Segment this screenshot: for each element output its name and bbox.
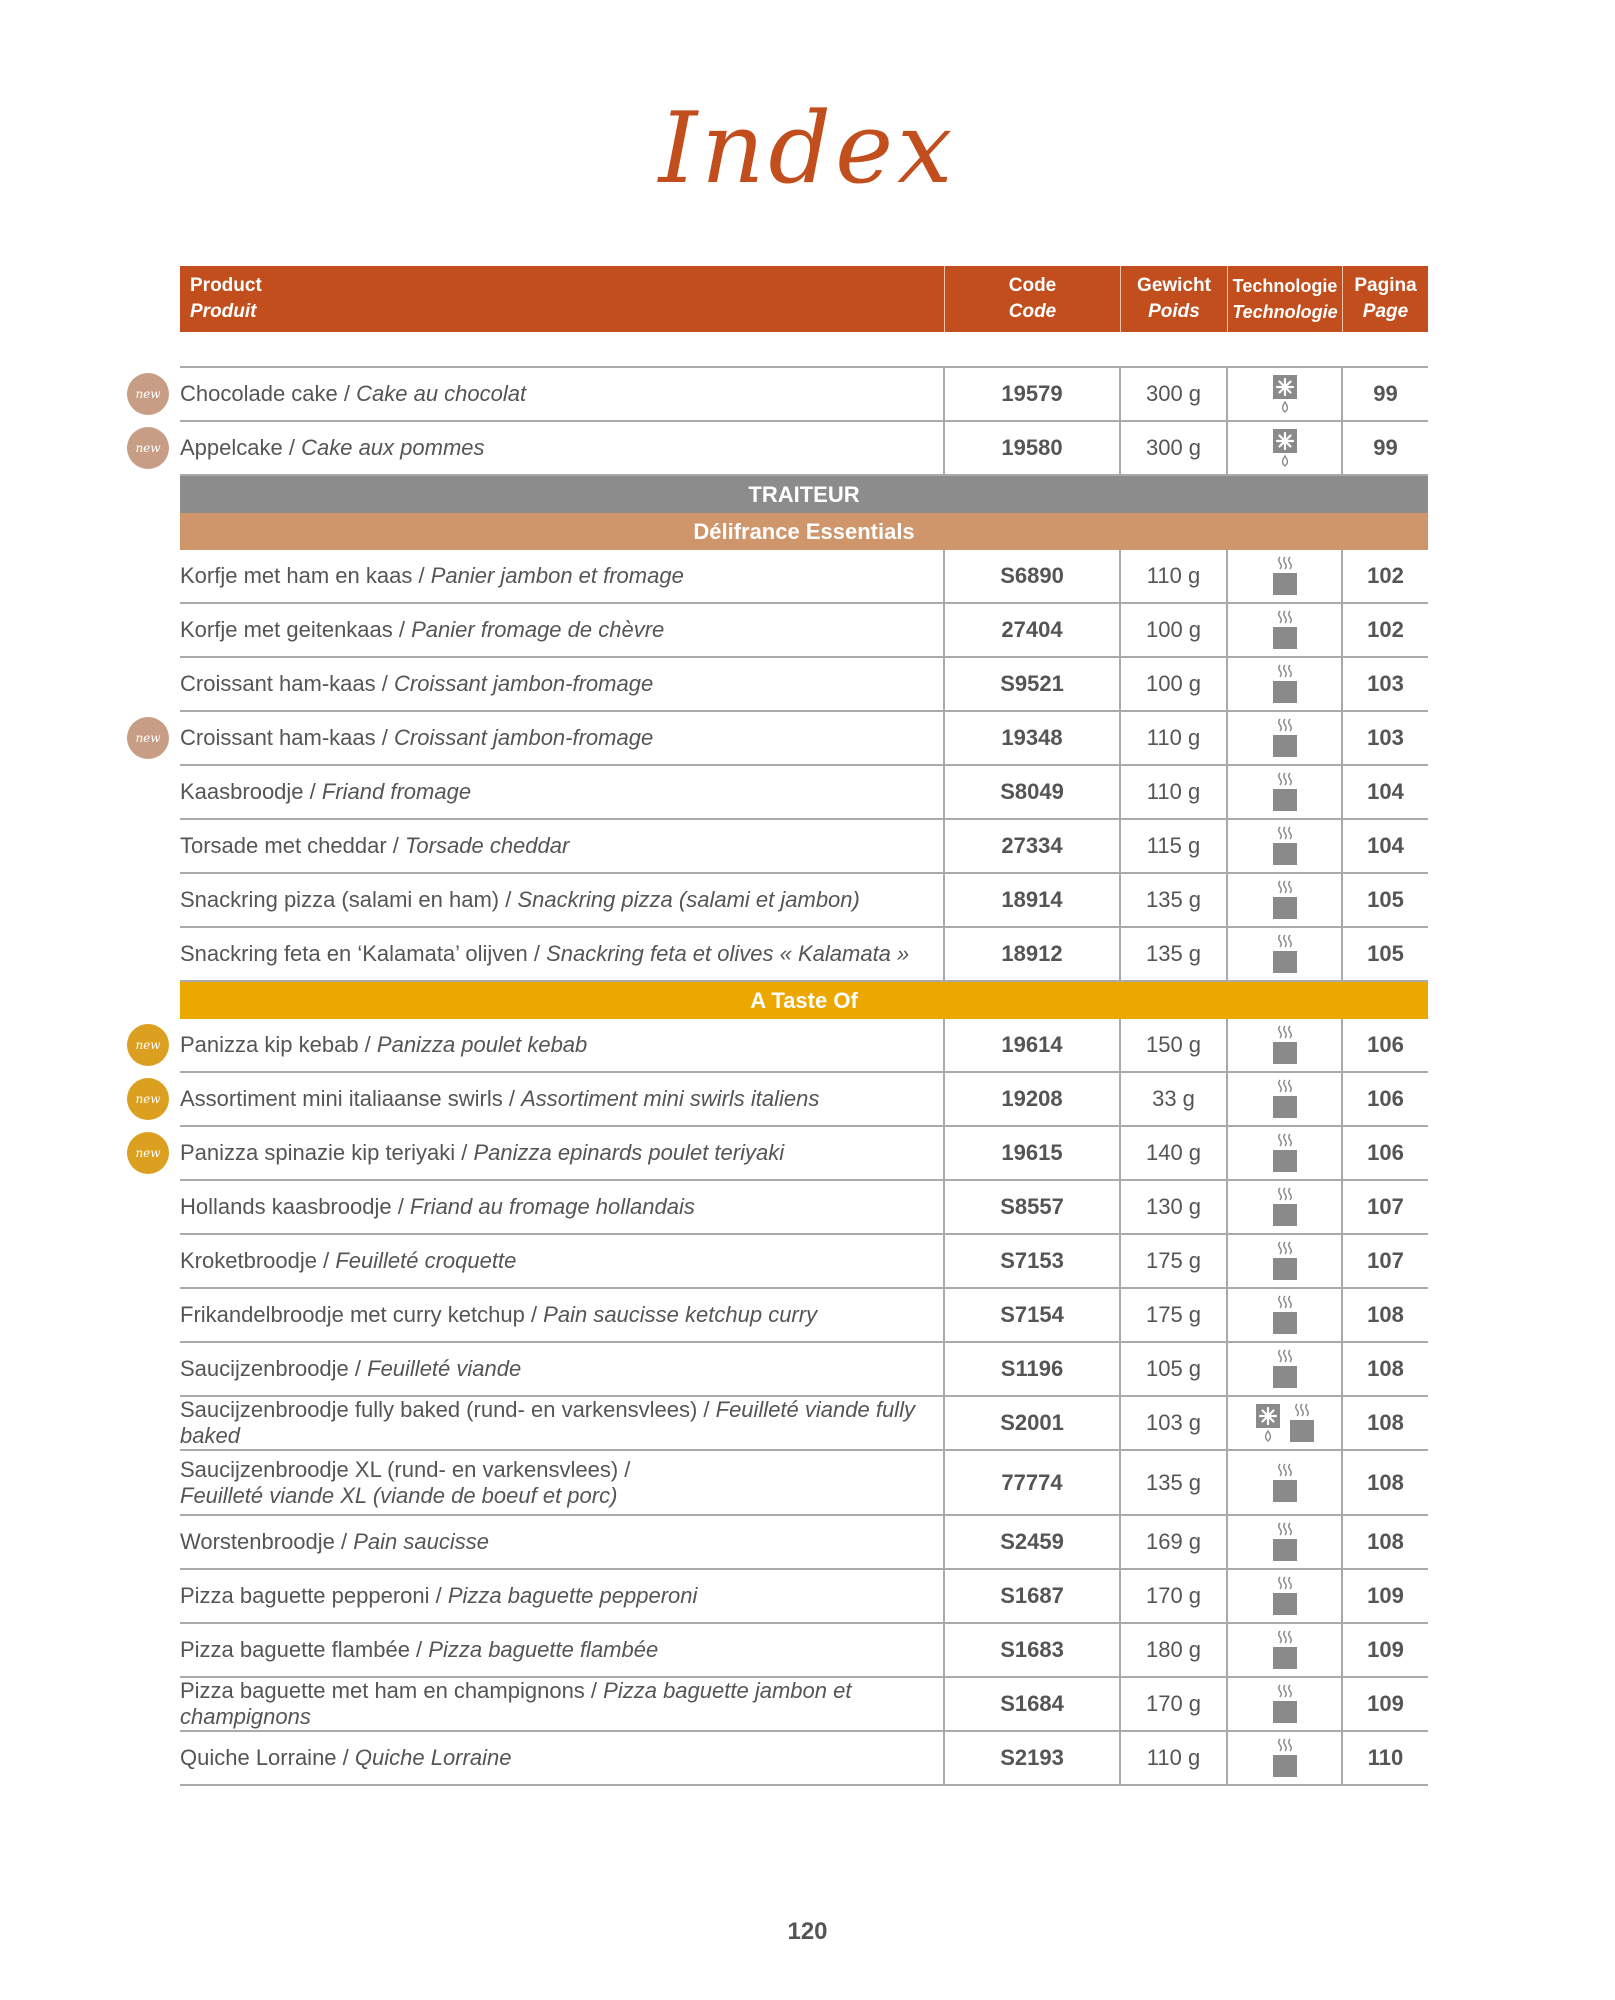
product-text: Panizza kip kebab / Panizza poulet kebab xyxy=(180,1032,588,1057)
product-text: Panizza spinazie kip teriyaki / Panizza epinards poulet teriyaki xyxy=(180,1140,785,1165)
code-cell: 19208 xyxy=(945,1073,1121,1125)
header-spacer xyxy=(180,332,1428,368)
product-name-nl: Saucijzenbroodje XL (rund- en varkensvlees) / xyxy=(180,1456,631,1482)
product-name-nl: Pizza baguette met ham en champignons xyxy=(180,1678,585,1703)
product-name-nl: Kaasbroodje xyxy=(180,779,304,804)
product-name-fr: Assortiment mini swirls italiens xyxy=(521,1086,820,1111)
product-text: Pizza baguette met ham en champignons / Pizza baguette jambon et champignons xyxy=(180,1678,852,1729)
page-cell: 110 xyxy=(1367,1745,1404,1770)
bake-icon xyxy=(1272,1240,1298,1282)
bake-icon xyxy=(1272,609,1298,651)
page-cell: 102 xyxy=(1367,617,1404,642)
header-code-fr: Code xyxy=(1008,301,1057,322)
product-name-nl: Chocolade cake xyxy=(180,381,338,406)
product-text: Assortiment mini italiaanse swirls / Assortiment mini swirls italiens xyxy=(180,1086,820,1111)
weight-cell: 103 g xyxy=(1121,1397,1228,1449)
page-cell: 109 xyxy=(1367,1637,1404,1662)
technology-cell xyxy=(1228,874,1343,926)
weight-cell: 169 g xyxy=(1121,1516,1228,1568)
product-cell xyxy=(180,1516,945,1568)
product-name-nl: Pizza baguette pepperoni xyxy=(180,1583,430,1608)
weight-cell: 130 g xyxy=(1121,1181,1228,1233)
product-cell xyxy=(180,928,945,980)
technology-cell xyxy=(1228,658,1343,710)
bake-icon xyxy=(1272,1629,1298,1671)
product-name-fr: Friand fromage xyxy=(321,779,472,804)
header-page-fr: Page xyxy=(1362,301,1409,322)
table-row xyxy=(135,368,1428,422)
page-cell: 103 xyxy=(1367,725,1404,750)
code-cell: S1684 xyxy=(945,1678,1121,1730)
page-cell: 108 xyxy=(1367,1302,1404,1327)
product-cell xyxy=(180,1127,945,1179)
header-technology xyxy=(1228,266,1343,332)
weight-cell: 100 g xyxy=(1121,658,1228,710)
weight-cell: 170 g xyxy=(1121,1678,1228,1730)
page-cell: 108 xyxy=(1367,1356,1404,1381)
product-text: Kroketbroodje / Feuilleté croquette xyxy=(180,1248,517,1273)
page-cell: 108 xyxy=(1367,1529,1404,1554)
product-text: Hollands kaasbroodje / Friand au fromage hollandais xyxy=(180,1194,695,1219)
product-name-nl: Korfje met geitenkaas xyxy=(180,617,393,642)
product-cell xyxy=(180,1343,945,1395)
product-name-nl: Hollands kaasbroodje xyxy=(180,1194,392,1219)
code-cell: 27404 xyxy=(945,604,1121,656)
bake-icon xyxy=(1272,1462,1298,1504)
product-name-nl: Panizza kip kebab xyxy=(180,1032,359,1057)
table-row xyxy=(180,550,1428,604)
product-cell xyxy=(180,1570,945,1622)
table-row xyxy=(180,1678,1428,1732)
page-cell: 107 xyxy=(1367,1194,1404,1219)
bake-icon xyxy=(1272,1294,1298,1336)
product-text: Torsade met cheddar / Torsade cheddar xyxy=(180,833,570,858)
product-cell xyxy=(180,766,945,818)
bake-icon xyxy=(1272,1575,1298,1617)
product-text: Appelcake / Cake aux pommes xyxy=(180,435,485,460)
product-name-nl: Appelcake xyxy=(180,435,283,460)
page-number: 120 xyxy=(787,1918,828,1945)
product-cell xyxy=(180,874,945,926)
product-name-fr: Panizza poulet kebab xyxy=(376,1032,588,1057)
technology-cell xyxy=(1228,1343,1343,1395)
technology-cell xyxy=(1228,1570,1343,1622)
technology-cell xyxy=(1228,820,1343,872)
product-name-fr: Feuilleté croquette xyxy=(335,1248,517,1273)
product-cell xyxy=(180,1019,945,1071)
new-badge-icon: new xyxy=(130,720,166,756)
weight-cell: 110 g xyxy=(1121,550,1228,602)
product-cell xyxy=(180,1235,945,1287)
code-cell: S1683 xyxy=(945,1624,1121,1676)
product-name-fr: Pizza baguette pepperoni xyxy=(447,1583,698,1608)
page-cell: 102 xyxy=(1367,563,1404,588)
header-code-nl: Code xyxy=(1008,275,1057,296)
code-cell: 77774 xyxy=(945,1451,1121,1514)
header-weight-nl: Gewicht xyxy=(1137,275,1211,296)
code-cell: 18912 xyxy=(945,928,1121,980)
page-cell: 104 xyxy=(1367,779,1404,804)
header-page xyxy=(1343,266,1428,332)
new-badge-icon: new xyxy=(130,1027,166,1063)
table-row xyxy=(135,1073,1428,1127)
technology-cell xyxy=(1228,1678,1343,1730)
product-text: Korfje met ham en kaas / Panier jambon et fromage xyxy=(180,563,684,588)
new-badge-icon: new xyxy=(130,1135,166,1171)
bake-icon xyxy=(1272,825,1298,867)
section-header: Délifrance Essentials xyxy=(180,513,1428,550)
technology-cell xyxy=(1228,1516,1343,1568)
table-row xyxy=(180,1624,1428,1678)
table-row xyxy=(135,1127,1428,1181)
product-name-fr: Pain saucisse ketchup curry xyxy=(543,1302,818,1327)
product-text: Kaasbroodje / Friand fromage xyxy=(180,779,472,804)
code-cell: S7154 xyxy=(945,1289,1121,1341)
header-product xyxy=(180,266,945,332)
code-cell: S8049 xyxy=(945,766,1121,818)
table-row xyxy=(180,1289,1428,1343)
table-row xyxy=(180,766,1428,820)
page-cell: 106 xyxy=(1367,1140,1404,1165)
product-name-fr: Snackring feta et olives « Kalamata » xyxy=(546,941,910,966)
product-name-fr: Cake aux pommes xyxy=(301,435,485,460)
code-cell: S1687 xyxy=(945,1570,1121,1622)
product-text: Pizza baguette flambée / Pizza baguette flambée xyxy=(180,1637,659,1662)
table-row xyxy=(180,1451,1428,1516)
bake-icon xyxy=(1272,1737,1298,1779)
bake-icon xyxy=(1272,771,1298,813)
bake-icon xyxy=(1272,1521,1298,1563)
table-body xyxy=(135,368,1428,1786)
product-text: Worstenbroodje / Pain saucisse xyxy=(180,1529,489,1554)
product-name-nl: Kroketbroodje xyxy=(180,1248,317,1273)
thaw-icon xyxy=(1255,1403,1281,1443)
product-name-nl: Korfje met ham en kaas xyxy=(180,563,413,588)
technology-cell xyxy=(1228,1181,1343,1233)
product-text: Croissant ham-kaas / Croissant jambon-fromage xyxy=(180,725,654,750)
product-name-nl: Croissant ham-kaas xyxy=(180,671,376,696)
product-cell xyxy=(180,604,945,656)
code-cell: S9521 xyxy=(945,658,1121,710)
technology-cell xyxy=(1228,1397,1343,1449)
page-cell: 103 xyxy=(1367,671,1404,696)
weight-cell: 135 g xyxy=(1121,874,1228,926)
page-cell: 99 xyxy=(1373,381,1398,406)
code-cell: S7153 xyxy=(945,1235,1121,1287)
code-cell: 27334 xyxy=(945,820,1121,872)
technology-cell xyxy=(1228,604,1343,656)
product-name-nl: Croissant ham-kaas xyxy=(180,725,376,750)
product-cell xyxy=(180,1732,945,1784)
code-cell: S6890 xyxy=(945,550,1121,602)
product-name-nl: Torsade met cheddar xyxy=(180,833,387,858)
product-cell xyxy=(180,550,945,602)
technology-cell xyxy=(1228,1073,1343,1125)
product-cell xyxy=(180,1451,945,1514)
code-cell: 19614 xyxy=(945,1019,1121,1071)
product-text xyxy=(180,1457,630,1509)
code-cell: S2459 xyxy=(945,1516,1121,1568)
technology-cell xyxy=(1228,1732,1343,1784)
page-cell: 104 xyxy=(1367,833,1404,858)
code-cell: S2001 xyxy=(945,1397,1121,1449)
product-cell xyxy=(180,422,945,474)
weight-cell: 300 g xyxy=(1121,368,1228,420)
weight-cell: 300 g xyxy=(1121,422,1228,474)
code-cell: 18914 xyxy=(945,874,1121,926)
page-cell: 108 xyxy=(1367,1469,1404,1495)
product-name-fr: Snackring pizza (salami et jambon) xyxy=(517,887,860,912)
product-text: Frikandelbroodje met curry ketchup / Pain saucisse ketchup curry xyxy=(180,1302,818,1327)
weight-cell: 110 g xyxy=(1121,1732,1228,1784)
technology-cell xyxy=(1228,422,1343,474)
code-cell: S1196 xyxy=(945,1343,1121,1395)
page-cell: 99 xyxy=(1373,435,1398,460)
product-name-fr: Cake au chocolat xyxy=(356,381,527,406)
weight-cell: 115 g xyxy=(1121,820,1228,872)
product-text: Snackring pizza (salami en ham) / Snackring pizza (salami et jambon) xyxy=(180,887,860,912)
category-header: TRAITEUR xyxy=(180,476,1428,513)
product-name-fr: Feuilleté viande XL (viande de boeuf et porc) xyxy=(180,1482,618,1508)
table-row xyxy=(180,1570,1428,1624)
technology-cell xyxy=(1228,1235,1343,1287)
thaw-icon xyxy=(1272,374,1298,414)
new-badge-icon: new xyxy=(130,430,166,466)
table-row xyxy=(180,1516,1428,1570)
weight-cell: 150 g xyxy=(1121,1019,1228,1071)
page-cell: 105 xyxy=(1367,941,1404,966)
bake-icon xyxy=(1272,879,1298,921)
product-name-fr: Croissant jambon-fromage xyxy=(393,671,654,696)
product-cell xyxy=(180,1678,945,1730)
header-technology-fr: Technologie xyxy=(1232,302,1338,322)
product-name-nl: Frikandelbroodje met curry ketchup xyxy=(180,1302,525,1327)
header-product-nl: Product xyxy=(190,275,262,296)
product-name-fr: Panier jambon et fromage xyxy=(430,563,684,588)
product-text: Croissant ham-kaas / Croissant jambon-fromage xyxy=(180,671,654,696)
weight-cell: 110 g xyxy=(1121,766,1228,818)
bake-icon xyxy=(1272,555,1298,597)
table-row xyxy=(180,820,1428,874)
table-row xyxy=(180,1343,1428,1397)
weight-cell: 135 g xyxy=(1121,928,1228,980)
product-name-nl: Worstenbroodje xyxy=(180,1529,335,1554)
technology-cell xyxy=(1228,1127,1343,1179)
bake-icon xyxy=(1272,1024,1298,1066)
weight-cell: 100 g xyxy=(1121,604,1228,656)
page-cell: 106 xyxy=(1367,1032,1404,1057)
page-cell: 107 xyxy=(1367,1248,1404,1273)
page-title: Index xyxy=(658,92,957,206)
technology-cell xyxy=(1228,928,1343,980)
product-text: Saucijzenbroodje / Feuilleté viande xyxy=(180,1356,522,1381)
table-row xyxy=(135,712,1428,766)
header-weight-fr: Poids xyxy=(1148,301,1200,322)
weight-cell: 180 g xyxy=(1121,1624,1228,1676)
technology-cell xyxy=(1228,1451,1343,1514)
product-name-fr: Panier fromage de chèvre xyxy=(411,617,665,642)
header-weight xyxy=(1121,266,1228,332)
product-text: Korfje met geitenkaas / Panier fromage de chèvre xyxy=(180,617,665,642)
technology-cell xyxy=(1228,712,1343,764)
bake-icon xyxy=(1272,717,1298,759)
page-cell: 106 xyxy=(1367,1086,1404,1111)
product-name-nl: Assortiment mini italiaanse swirls xyxy=(180,1086,503,1111)
code-cell: 19615 xyxy=(945,1127,1121,1179)
weight-cell: 110 g xyxy=(1121,712,1228,764)
product-cell xyxy=(180,658,945,710)
new-badge-icon: new xyxy=(130,376,166,412)
header-product-fr: Produit xyxy=(190,301,257,322)
table-row xyxy=(180,658,1428,712)
product-name-fr: Friand au fromage hollandais xyxy=(409,1194,695,1219)
thaw-icon xyxy=(1272,428,1298,468)
weight-cell: 140 g xyxy=(1121,1127,1228,1179)
product-name-fr: Panizza epinards poulet teriyaki xyxy=(473,1140,785,1165)
product-name-nl: Panizza spinazie kip teriyaki xyxy=(180,1140,456,1165)
product-cell xyxy=(180,1397,945,1449)
product-name-nl: Quiche Lorraine xyxy=(180,1745,337,1770)
product-name-nl: Saucijzenbroodje fully baked (rund- en varkensvlees) xyxy=(180,1397,698,1422)
product-text: Chocolade cake / Cake au chocolat xyxy=(180,381,527,406)
code-cell: 19579 xyxy=(945,368,1121,420)
product-text: Saucijzenbroodje fully baked (rund- en varkensvlees) / Feuilleté viande fully baked xyxy=(180,1397,915,1448)
product-cell xyxy=(180,1073,945,1125)
table-row xyxy=(180,1732,1428,1786)
code-cell: 19580 xyxy=(945,422,1121,474)
technology-cell xyxy=(1228,1624,1343,1676)
page-cell: 109 xyxy=(1367,1691,1404,1716)
weight-cell: 175 g xyxy=(1121,1289,1228,1341)
product-text: Quiche Lorraine / Quiche Lorraine xyxy=(180,1745,512,1770)
weight-cell: 170 g xyxy=(1121,1570,1228,1622)
new-badge-icon: new xyxy=(130,1081,166,1117)
bake-icon xyxy=(1289,1402,1315,1444)
product-name-fr: Feuilleté viande fully baked xyxy=(180,1397,915,1448)
header-page-nl: Pagina xyxy=(1354,275,1417,296)
table-row xyxy=(135,422,1428,476)
bake-icon xyxy=(1272,933,1298,975)
code-cell: S8557 xyxy=(945,1181,1121,1233)
table-row xyxy=(180,1235,1428,1289)
product-name-fr: Feuilleté viande xyxy=(367,1356,522,1381)
product-name-nl: Saucijzenbroodje xyxy=(180,1356,349,1381)
technology-cell xyxy=(1228,766,1343,818)
code-cell: 19348 xyxy=(945,712,1121,764)
product-name-nl: Snackring pizza (salami en ham) xyxy=(180,887,500,912)
product-name-nl: Snackring feta en ‘Kalamata’ olijven xyxy=(180,941,528,966)
bake-icon xyxy=(1272,1186,1298,1228)
weight-cell: 33 g xyxy=(1121,1073,1228,1125)
product-cell xyxy=(180,1624,945,1676)
product-cell xyxy=(180,1289,945,1341)
bake-icon xyxy=(1272,1132,1298,1174)
header-code xyxy=(945,266,1121,332)
bake-icon xyxy=(1272,1683,1298,1725)
product-name-fr: Torsade cheddar xyxy=(405,833,570,858)
weight-cell: 135 g xyxy=(1121,1451,1228,1514)
product-name-fr: Croissant jambon-fromage xyxy=(393,725,654,750)
page-cell: 105 xyxy=(1367,887,1404,912)
technology-cell xyxy=(1228,368,1343,420)
product-name-fr: Pizza baguette flambée xyxy=(428,1637,659,1662)
index-table xyxy=(135,266,1428,1786)
table-row xyxy=(180,874,1428,928)
table-row xyxy=(180,1181,1428,1235)
technology-cell xyxy=(1228,550,1343,602)
product-cell xyxy=(180,368,945,420)
section-header: A Taste Of xyxy=(180,982,1428,1019)
bake-icon xyxy=(1272,1078,1298,1120)
weight-cell: 105 g xyxy=(1121,1343,1228,1395)
table-header xyxy=(180,266,1428,332)
product-text: Pizza baguette pepperoni / Pizza baguette pepperoni xyxy=(180,1583,698,1608)
table-row xyxy=(180,604,1428,658)
weight-cell: 175 g xyxy=(1121,1235,1228,1287)
technology-cell xyxy=(1228,1019,1343,1071)
bake-icon xyxy=(1272,663,1298,705)
product-cell xyxy=(180,1181,945,1233)
technology-cell xyxy=(1228,1289,1343,1341)
page-cell: 108 xyxy=(1367,1410,1404,1435)
header-technology-nl: Technologie xyxy=(1232,276,1338,296)
product-name-fr: Pain saucisse xyxy=(353,1529,489,1554)
page-cell: 109 xyxy=(1367,1583,1404,1608)
product-cell xyxy=(180,712,945,764)
product-text: Snackring feta en ‘Kalamata’ olijven / Snackring feta et olives « Kalamata » xyxy=(180,941,910,966)
bake-icon xyxy=(1272,1348,1298,1390)
product-cell xyxy=(180,820,945,872)
code-cell: S2193 xyxy=(945,1732,1121,1784)
product-name-fr: Quiche Lorraine xyxy=(354,1745,512,1770)
product-name-nl: Pizza baguette flambée xyxy=(180,1637,410,1662)
product-name-fr: Pizza baguette jambon et champignons xyxy=(180,1678,852,1729)
table-row xyxy=(180,1397,1428,1451)
table-row xyxy=(180,928,1428,982)
table-row xyxy=(135,1019,1428,1073)
